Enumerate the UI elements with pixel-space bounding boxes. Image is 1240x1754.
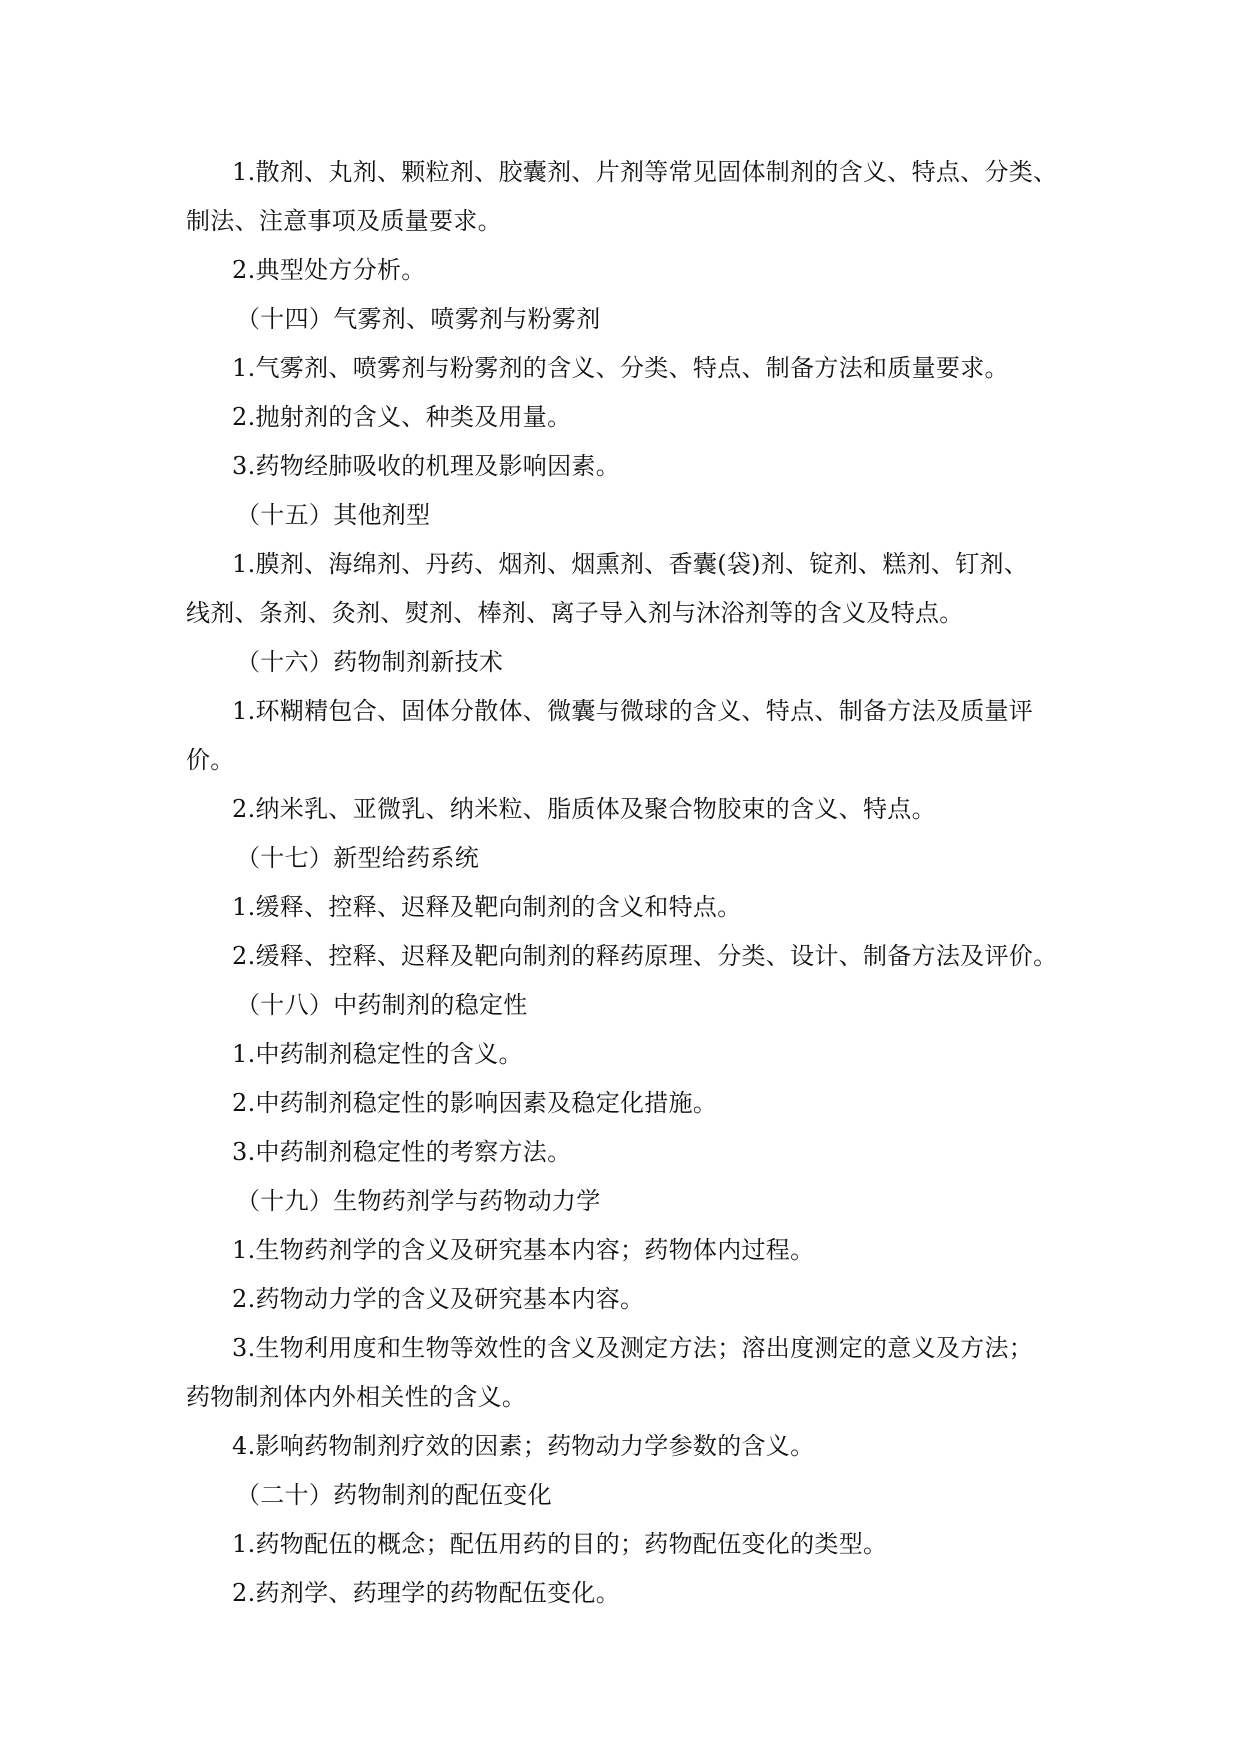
section-heading: （十四）气雾剂、喷雾剂与粉雾剂	[236, 305, 601, 333]
list-item: 2.药物动力学的含义及研究基本内容。	[232, 1285, 645, 1313]
list-item: 2.药剂学、药理学的药物配伍变化。	[232, 1579, 620, 1607]
list-item-continuation: 制法、注意事项及质量要求。	[186, 207, 502, 235]
list-item: 4.影响药物制剂疗效的因素；药物动力学参数的含义。	[232, 1432, 815, 1460]
list-item: 2.缓释、控释、迟释及靶向制剂的释药原理、分类、设计、制备方法及评价。	[232, 942, 1058, 970]
list-item: 3.药物经肺吸收的机理及影响因素。	[232, 452, 620, 480]
list-item-continuation: 线剂、条剂、灸剂、熨剂、棒剂、离子导入剂与沐浴剂等的含义及特点。	[186, 599, 964, 627]
list-item: 3.中药制剂稳定性的考察方法。	[232, 1138, 572, 1166]
list-item: 1.气雾剂、喷雾剂与粉雾剂的含义、分类、特点、制备方法和质量要求。	[232, 354, 1009, 382]
section-heading: （十九）生物药剂学与药物动力学	[236, 1187, 601, 1215]
document-body	[186, 148, 1066, 1618]
section-heading: （二十）药物制剂的配伍变化	[236, 1481, 552, 1509]
list-item: 3.生物利用度和生物等效性的含义及测定方法；溶出度测定的意义及方法；	[232, 1334, 1034, 1362]
list-item: 2.纳米乳、亚微乳、纳米粒、脂质体及聚合物胶束的含义、特点。	[232, 795, 936, 823]
list-item-continuation: 价。	[186, 746, 235, 774]
list-item: 1.缓释、控释、迟释及靶向制剂的含义和特点。	[232, 893, 742, 921]
list-item: 1.生物药剂学的含义及研究基本内容；药物体内过程。	[232, 1236, 815, 1264]
list-item: 1.散剂、丸剂、颗粒剂、胶囊剂、片剂等常见固体制剂的含义、特点、分类、	[232, 158, 1058, 186]
list-item: 2.典型处方分析。	[232, 256, 426, 284]
section-heading: （十六）药物制剂新技术	[236, 648, 504, 676]
list-item: 1.药物配伍的概念；配伍用药的目的；药物配伍变化的类型。	[232, 1530, 888, 1558]
list-item-continuation: 药物制剂体内外相关性的含义。	[186, 1383, 527, 1411]
list-item: 1.环糊精包合、固体分散体、微囊与微球的含义、特点、制备方法及质量评	[232, 697, 1034, 725]
list-item: 1.膜剂、海绵剂、丹药、烟剂、烟熏剂、香囊(袋)剂、锭剂、糕剂、钉剂、	[232, 550, 1029, 578]
section-heading: （十七）新型给药系统	[236, 844, 479, 872]
list-item: 1.中药制剂稳定性的含义。	[232, 1040, 523, 1068]
section-heading: （十八）中药制剂的稳定性	[236, 991, 528, 1019]
list-item: 2.中药制剂稳定性的影响因素及稳定化措施。	[232, 1089, 718, 1117]
section-heading: （十五）其他剂型	[236, 501, 431, 529]
list-item: 2.抛射剂的含义、种类及用量。	[232, 403, 572, 431]
